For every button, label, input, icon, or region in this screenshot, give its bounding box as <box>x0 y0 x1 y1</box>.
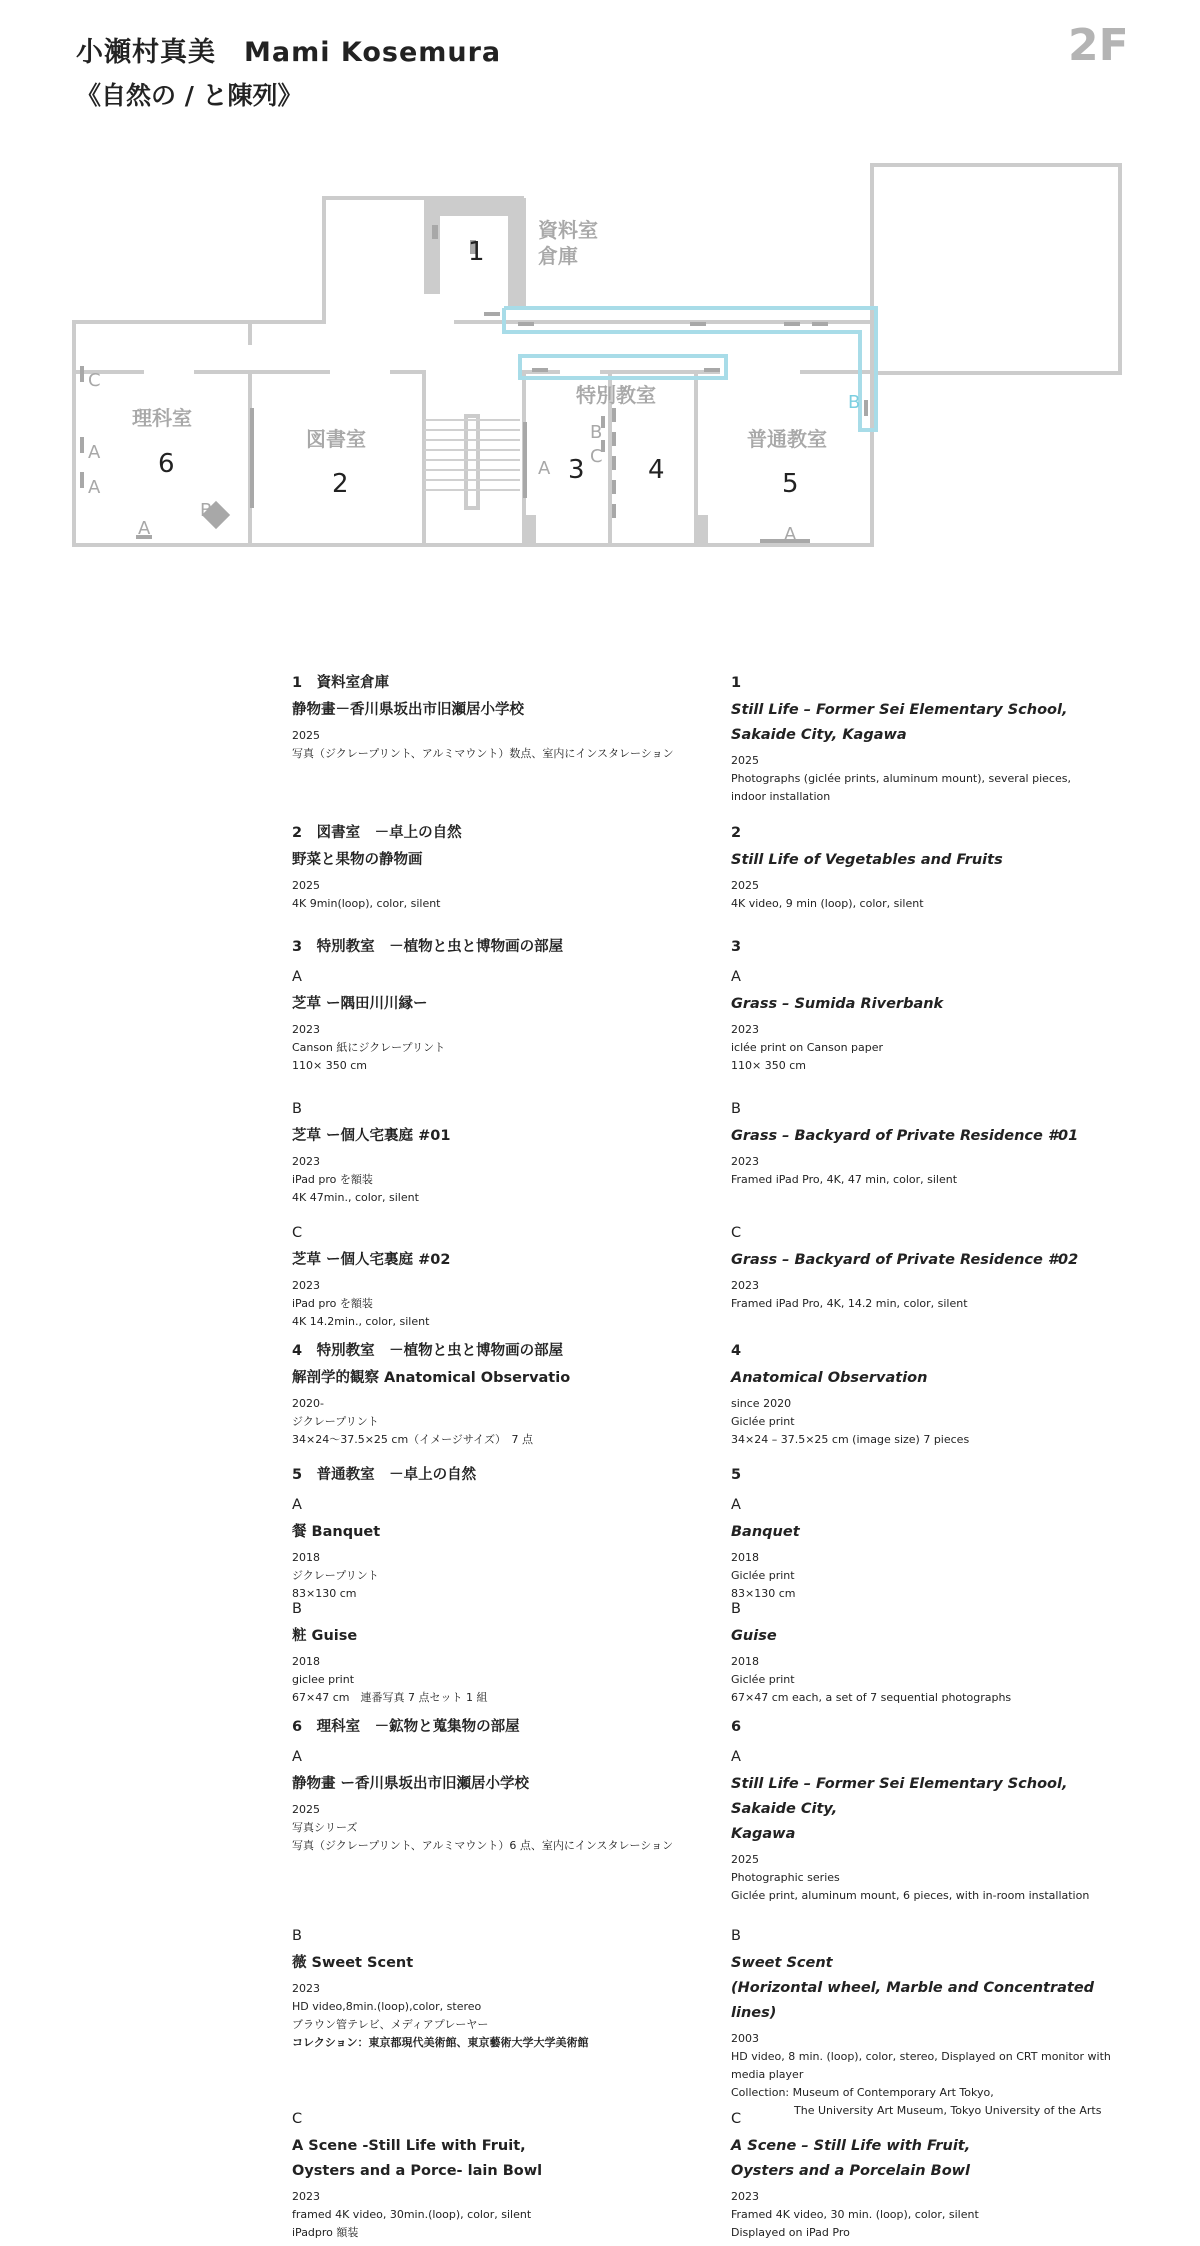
caption-meta: 2025 写真シリーズ 写真（ジクレープリント、アルミマウント）6 点、室内にインスタレーション <box>292 1803 674 1852</box>
position-marker: B <box>200 500 213 521</box>
room-label-storage: 倉庫 <box>538 244 578 268</box>
caption-entry <box>731 2100 1131 2242</box>
caption-meta: 2023 Framed iPad Pro, 4K, 47 min, color, silent <box>731 1155 958 1186</box>
panel-special-a <box>523 422 527 498</box>
position-marker: A <box>784 524 797 545</box>
caption-work-title: Grass – Backyard of Private Residence #01 <box>731 1128 1079 1144</box>
room-regular <box>696 372 872 545</box>
panel-4-2 <box>612 432 616 446</box>
caption-letter: A <box>731 1497 741 1513</box>
pillar-corridor <box>524 515 536 545</box>
caption-letter: A <box>292 969 302 985</box>
caption-letter: C <box>292 2111 303 2127</box>
panel-science-a2 <box>80 472 84 488</box>
caption-section: 3 <box>731 939 742 955</box>
caption-meta: 2023 Framed 4K video, 30 min. (loop), color, silent Displayed on iPad Pro <box>731 2190 979 2239</box>
caption-entry <box>731 1464 1131 1603</box>
outline-right-block <box>872 165 1120 373</box>
caption-letter: C <box>731 2111 742 2127</box>
panel-4-1 <box>612 408 616 422</box>
panel-corridor-2 <box>518 322 534 326</box>
position-marker: B <box>590 422 603 443</box>
caption-letter: C <box>731 1225 742 1241</box>
caption-entry <box>292 1716 712 1855</box>
caption-entry <box>731 936 1131 1075</box>
position-marker: B <box>848 392 861 413</box>
caption-meta: 2018 giclee print 67×47 cm 連番写真 7 点セット 1 組 <box>292 1655 488 1704</box>
door-special <box>560 368 600 376</box>
caption-meta: 2025 写真（ジクレープリント、アルミマウント）数点、室内にインスタレーション <box>292 729 674 760</box>
panel-corridor-1 <box>484 312 500 316</box>
room-label-library: 図書室 <box>306 427 366 451</box>
room-library <box>250 372 424 545</box>
caption-section: 2 <box>731 825 742 841</box>
panel-special-1 <box>532 368 548 372</box>
door-science <box>144 368 194 376</box>
caption-meta: 2018 Giclée print 83×130 cm <box>731 1551 796 1600</box>
caption-meta: 2023 HD video,8min.(loop),color, stereo ブラウン管テレビ、メディアプレーヤー コレクション：東京都現代美術館、東京藝術大学大学美術館 <box>292 1982 589 2049</box>
position-marker: C <box>88 370 101 391</box>
caption-entry <box>731 1214 1131 1313</box>
caption-entry <box>292 1917 712 2052</box>
caption-work-title: 静物畫 ー香川県坂出市旧瀬居小学校 <box>292 1776 530 1792</box>
caption-work-title: Anatomical Observation <box>731 1370 928 1386</box>
room-number: 4 <box>648 455 665 485</box>
room-label-special: 特別教室 <box>576 383 656 407</box>
caption-meta: 2018 ジクレープリント 83×130 cm <box>292 1551 379 1600</box>
room-label-science: 理科室 <box>132 406 192 430</box>
caption-entry <box>731 822 1131 913</box>
caption-work-title: Still Life of Vegetables and Fruits <box>731 852 1003 868</box>
caption-letter: B <box>292 1928 302 1944</box>
caption-meta: 2025 4K 9min(loop), color, silent <box>292 879 441 910</box>
caption-meta: 2023 iclée print on Canson paper 110× 350 cm <box>731 1023 884 1072</box>
exhibition-subtitle: 《自然の / と陳列》 <box>76 81 303 110</box>
panel-science-c <box>80 366 84 382</box>
position-marker: A <box>138 518 151 539</box>
caption-letter: B <box>731 1101 741 1117</box>
caption-entry <box>292 2100 712 2242</box>
caption-work-title: 薇 Sweet Scent <box>292 1955 414 1971</box>
door-library <box>330 368 390 376</box>
caption-work-title: 餐 Banquet <box>292 1524 381 1540</box>
panel-corridor-4 <box>784 322 800 326</box>
room-number: 3 <box>568 455 585 485</box>
caption-entry <box>731 1090 1131 1189</box>
caption-work-title: 解剖学的観察 Anatomical Observatio <box>292 1370 571 1386</box>
caption-meta: 2023 Canson 紙にジクレープリント 110× 350 cm <box>292 1023 446 1072</box>
caption-entry <box>731 1590 1131 1707</box>
caption-meta: 2018 Giclée print 67×47 cm each, a set of 7 sequential photographs <box>731 1655 1012 1704</box>
caption-section: 3 特別教室 －植物と虫と博物画の部屋 <box>292 939 564 955</box>
position-marker: A <box>88 477 101 498</box>
caption-work-title: Sweet Scent (Horizontal wheel, Marble and Concentrated lines) <box>731 1955 1095 2021</box>
caption-entry <box>292 1590 712 1707</box>
caption-meta: 2025 Photographs (giclée prints, aluminum mount), several pieces, indoor installation <box>731 754 1071 803</box>
door-regular <box>720 368 800 376</box>
caption-entry <box>292 672 712 763</box>
caption-work-title: Still Life – Former Sei Elementary School, Sakaide City, Kagawa <box>731 702 1068 743</box>
caption-letter: A <box>731 969 741 985</box>
caption-section: 6 <box>731 1719 742 1735</box>
caption-meta: 2025 4K video, 9 min (loop), color, silent <box>731 879 924 910</box>
caption-work-title: Grass – Backyard of Private Residence #02 <box>731 1252 1079 1268</box>
caption-work-title: Guise <box>731 1628 777 1644</box>
panel-4-3 <box>612 456 616 470</box>
caption-entry <box>292 936 712 1075</box>
caption-letter: B <box>292 1601 302 1617</box>
caption-section: 6 理科室 －鉱物と蒐集物の部屋 <box>292 1719 520 1735</box>
artist-title: 小瀬村真美 Mami Kosemura <box>76 37 502 68</box>
caption-work-title: 静物畫－香川県坂出市旧瀬居小学校 <box>292 702 524 718</box>
caption-meta: 2023 iPad pro を額装 4K 14.2min., color, silent <box>292 1279 430 1328</box>
position-marker: C <box>590 446 603 467</box>
caption-work-title: A Scene – Still Life with Fruit, Oysters and a Porcelain Bowl <box>731 2138 971 2179</box>
caption-section: 2 図書室 －卓上の自然 <box>292 825 462 841</box>
room-label-regular: 普通教室 <box>747 427 827 451</box>
caption-letter: B <box>731 1601 741 1617</box>
caption-entry <box>731 1340 1131 1449</box>
caption-meta: 2020- ジクレープリント 34×24〜37.5×25 cm（イメージサイズ） 7 点 <box>292 1397 533 1446</box>
caption-section: 5 普通教室 －卓上の自然 <box>292 1467 477 1483</box>
caption-meta: 2023 iPad pro を額装 4K 47min., color, silent <box>292 1155 419 1204</box>
caption-meta: 2003 HD video, 8 min. (loop), color, stereo, Displayed on CRT monitor with media player Collection: Museum of Contemporary Art Tokyo, The University Art Museum, Tokyo University of the Arts <box>731 2032 1111 2117</box>
caption-letter: A <box>292 1497 302 1513</box>
caption-work-title: 芝草 ー個人宅裏庭 #01 <box>292 1128 451 1144</box>
panel-4-4 <box>612 480 616 494</box>
floor-plan <box>0 150 1200 570</box>
caption-work-title: 粧 Guise <box>292 1628 358 1644</box>
panel-special-2 <box>704 368 720 372</box>
caption-meta: 2025 Photographic series Giclée print, aluminum mount, 6 pieces, with in-room installation <box>731 1853 1090 1902</box>
route-corridor <box>504 308 876 430</box>
caption-section: 5 <box>731 1467 742 1483</box>
room-number: 2 <box>332 469 349 499</box>
caption-letter: B <box>292 1101 302 1117</box>
caption-section: 1 <box>731 675 742 691</box>
caption-entry <box>292 1340 712 1449</box>
caption-entry <box>731 1716 1131 1905</box>
caption-entry <box>292 1464 712 1603</box>
caption-section: 4 特別教室 －植物と虫と博物画の部屋 <box>292 1343 564 1359</box>
caption-entry <box>292 1214 712 1331</box>
caption-work-title: 芝草 ー個人宅裏庭 #02 <box>292 1252 451 1268</box>
caption-meta: 2023 Framed iPad Pro, 4K, 14.2 min, color, silent <box>731 1279 968 1310</box>
caption-work-title: A Scene -Still Life with Fruit, Oysters and a Porce- lain Bowl <box>292 2138 543 2179</box>
panel-corridor-5 <box>812 322 828 326</box>
panel-storage-1 <box>432 225 438 239</box>
caption-letter: C <box>292 1225 303 1241</box>
panel-corridor-3 <box>690 322 706 326</box>
room-number: 6 <box>158 449 175 479</box>
caption-entry <box>731 672 1131 806</box>
room-label-storage: 資料室 <box>538 218 598 242</box>
panel-library <box>250 408 254 508</box>
storage-wall-right <box>508 198 524 306</box>
room-number: 1 <box>468 237 485 267</box>
caption-work-title: Grass – Sumida Riverbank <box>731 996 944 1012</box>
caption-entry <box>292 1090 712 1207</box>
position-marker: A <box>88 442 101 463</box>
room-number: 5 <box>782 469 799 499</box>
caption-section: 4 <box>731 1343 742 1359</box>
caption-work-title: Still Life – Former Sei Elementary School, Sakaide City, Kagawa <box>731 1776 1068 1842</box>
caption-work-title: 野菜と果物の静物画 <box>292 852 423 868</box>
caption-work-title: Banquet <box>731 1524 800 1540</box>
caption-letter: A <box>731 1749 741 1765</box>
caption-entry <box>292 822 712 913</box>
caption-meta: since 2020 Giclée print 34×24 – 37.5×25 cm (image size) 7 pieces <box>731 1397 970 1446</box>
panel-regular-b <box>864 400 868 416</box>
caption-letter: A <box>292 1749 302 1765</box>
caption-entry <box>731 1917 1131 2120</box>
panel-science-a1 <box>80 437 84 453</box>
caption-letter: B <box>731 1928 741 1944</box>
caption-meta: 2023 framed 4K video, 30min.(loop), color, silent iPadpro 額装 <box>292 2190 532 2239</box>
floor-label: 2F <box>1068 20 1129 71</box>
caption-work-title: 芝草 ー隅田川川縁ー <box>292 996 428 1012</box>
panel-4-5 <box>612 504 616 518</box>
pillar-corridor-2 <box>696 515 708 545</box>
caption-section: 1 資料室倉庫 <box>292 675 390 691</box>
position-marker: A <box>538 458 551 479</box>
